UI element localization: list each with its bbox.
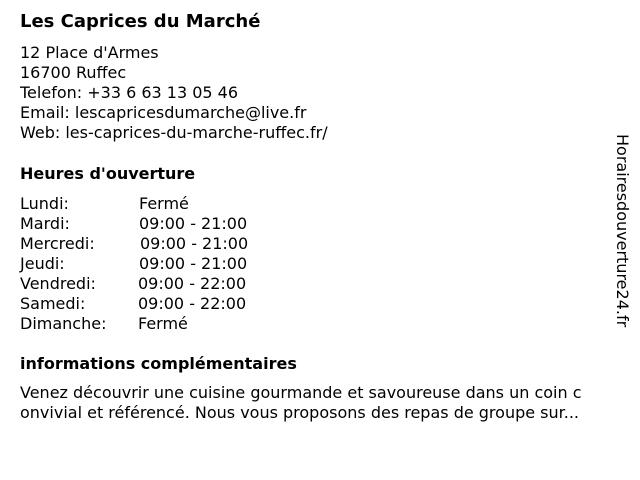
hours-row-lundi xyxy=(20,194,320,214)
day-label: Jeudi: xyxy=(20,254,65,273)
day-hours: Fermé xyxy=(138,314,188,333)
day-hours: Fermé xyxy=(139,194,189,213)
day-label: Samedi: xyxy=(20,294,86,313)
info-line: Venez découvrir une cuisine gourmande et savoureuse dans un coin c xyxy=(20,383,582,402)
info-description xyxy=(20,383,582,423)
day-label: Lundi: xyxy=(20,194,69,213)
hours-row-jeudi xyxy=(20,254,320,274)
day-label: Vendredi: xyxy=(20,274,96,293)
day-hours: 09:00 - 22:00 xyxy=(138,294,247,313)
day-hours: 09:00 - 22:00 xyxy=(138,274,247,293)
hours-row-dimanche xyxy=(20,314,320,334)
day-label: Dimanche: xyxy=(20,314,107,333)
hours-row-samedi xyxy=(20,294,320,314)
day-hours: 09:00 - 21:00 xyxy=(140,234,249,253)
hours-row-vendredi xyxy=(20,274,320,294)
email-line: Email: lescapricesdumarche@live.fr xyxy=(20,103,307,122)
info-line: onvivial et référencé. Nous vous proposons des repas de groupe sur... xyxy=(20,403,580,422)
opening-hours-table xyxy=(20,194,320,334)
hours-heading: Heures d'ouverture xyxy=(20,164,196,183)
business-name: Les Caprices du Marché xyxy=(20,11,261,32)
web-line: Web: les-caprices-du-marche-ruffec.fr/ xyxy=(20,123,328,142)
day-label: Mercredi: xyxy=(20,234,95,253)
day-hours: 09:00 - 21:00 xyxy=(139,254,248,273)
phone-line: Telefon: +33 6 63 13 05 46 xyxy=(20,83,239,102)
site-watermark-text: Horairesdouverture24.fr xyxy=(613,134,632,328)
day-label: Mardi: xyxy=(20,214,70,233)
info-heading: informations complémentaires xyxy=(20,354,297,373)
day-hours: 09:00 - 21:00 xyxy=(139,214,248,233)
business-contact-block xyxy=(20,43,328,143)
hours-row-mardi xyxy=(20,214,320,234)
site-watermark xyxy=(612,134,634,344)
hours-row-mercredi xyxy=(20,234,320,254)
postal-city: 16700 Ruffec xyxy=(20,63,127,82)
street-address: 12 Place d'Armes xyxy=(20,43,159,62)
